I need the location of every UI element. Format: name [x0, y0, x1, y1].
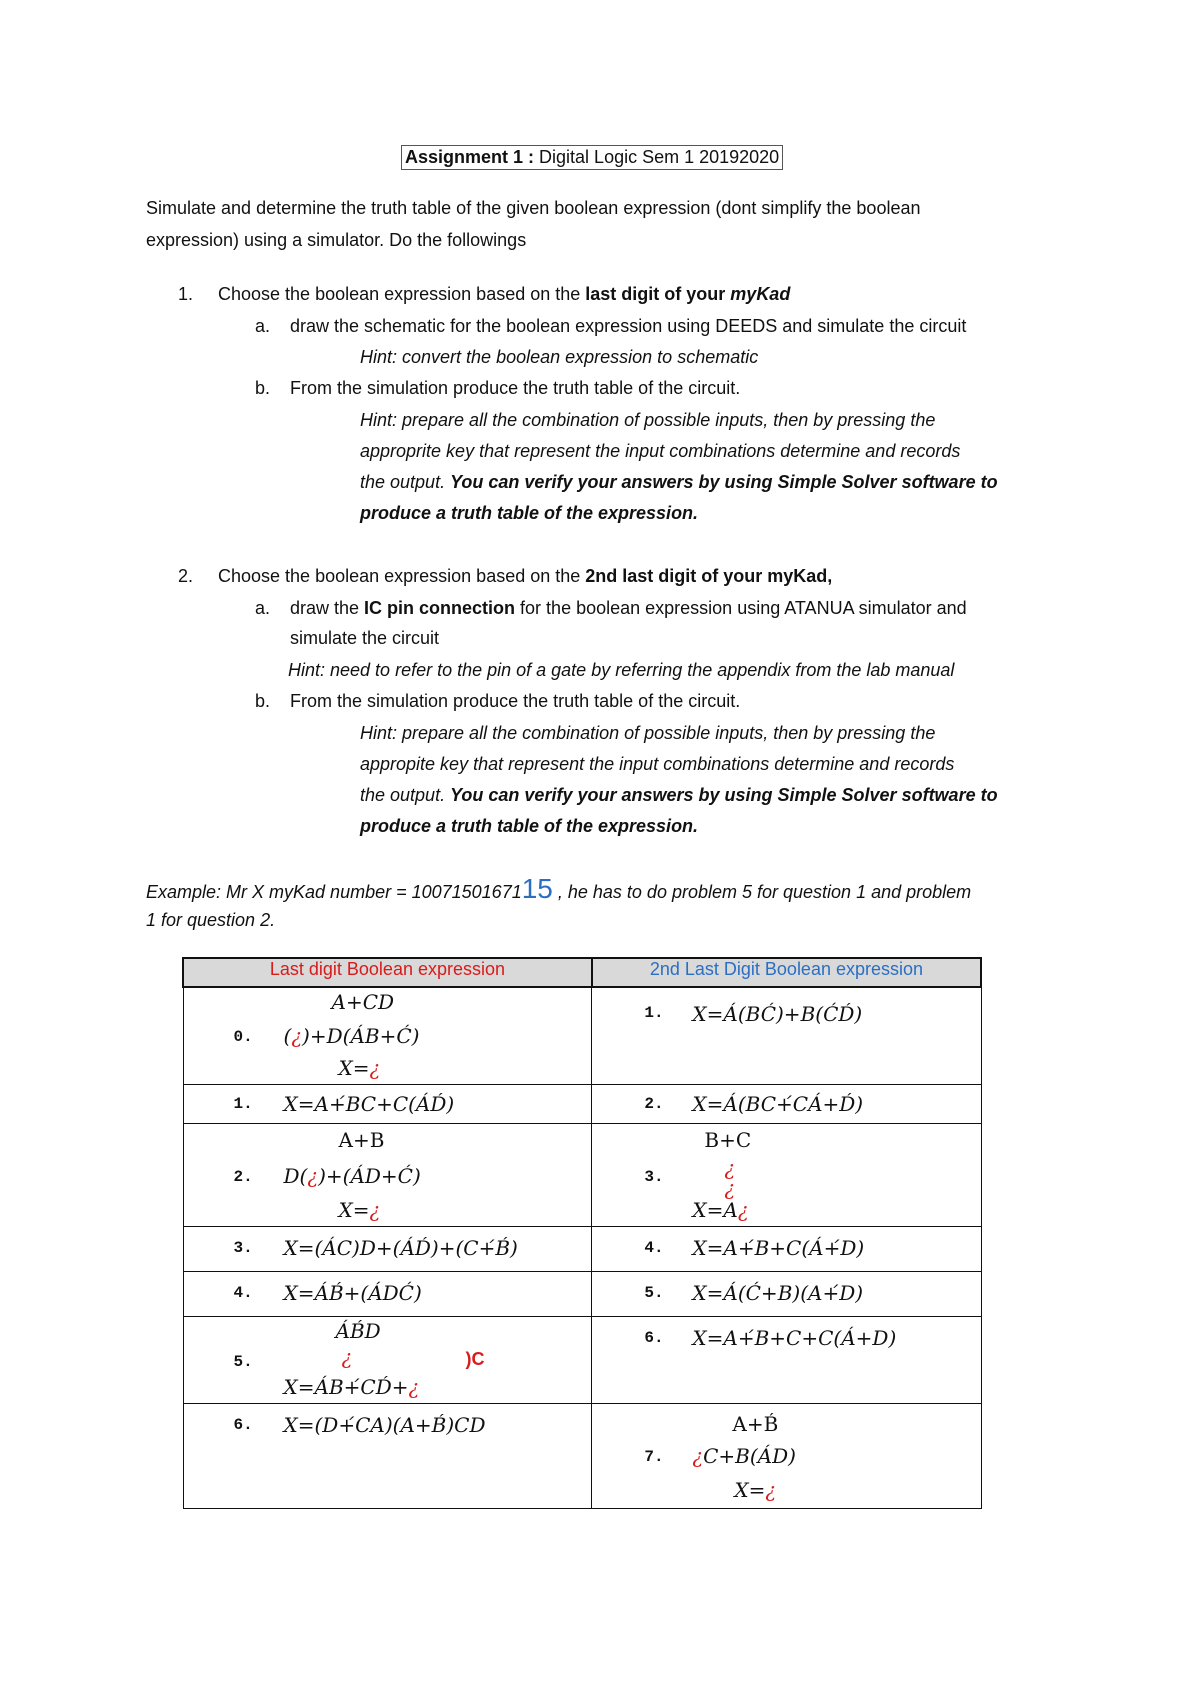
q2-b-hint-1: Hint: prepare all the combination of possible inputs, then by pressing the: [360, 723, 936, 743]
table-row: [183, 1124, 981, 1227]
q2-b-hint-3: the output. You can verify your answers by using Simple Solver software to: [360, 785, 998, 805]
table-header-row: [183, 958, 981, 987]
left-cell-0: 0. A+CD (¿)+D(ÁB+Ć) X=¿: [183, 987, 592, 1085]
right-cell-4: 4. X=A+́B+C(Á+́D): [592, 1227, 981, 1272]
q1-b-hint-3: the output. You can verify your answers by using Simple Solver software to: [360, 472, 998, 492]
q2-number: 2.: [177, 566, 193, 586]
left-cell-5: 5. ÁB́D ¿ )C X=ÁB+́CD́+¿: [183, 1317, 592, 1404]
q1-b-hint-4: produce a truth table of the expression.: [360, 503, 699, 523]
right-cell-5: 5. X=Á(Ć+B)(A+́D): [592, 1272, 981, 1317]
q2-a-text: draw the IC pin connection for the boolean expression using ATANUA simulator and: [290, 598, 967, 618]
left-cell-4: 4. X=ÁB́+(ÁDĆ): [183, 1272, 592, 1317]
header-2nd-last-digit: 2nd Last Digit Boolean expression: [592, 958, 981, 987]
header-last-digit: Last digit Boolean expression: [183, 958, 592, 987]
left-cell-2: 2. A+B D(¿)+(ÁD+Ć) X=¿: [183, 1124, 592, 1227]
q2-b-text: From the simulation produce the truth table of the circuit.: [290, 691, 741, 711]
q1-a-number: a.: [254, 316, 270, 336]
intro-line-1: Simulate and determine the truth table of the given boolean expression (dont simplify the boolean: [146, 198, 921, 218]
q1-a-text: draw the schematic for the boolean expression using DEEDS and simulate the circuit: [290, 316, 967, 336]
q2-a-hint: Hint: need to refer to the pin of a gate by referring the appendix from the lab manual: [288, 660, 955, 680]
q1-text: Choose the boolean expression based on the last digit of your myKad: [218, 284, 791, 304]
right-cell-1: 1. X=Á(BĆ)+B(ĆD́): [592, 987, 981, 1085]
q2-b-number: b.: [254, 691, 270, 711]
table-row: [183, 1404, 981, 1509]
q1-number: 1.: [177, 284, 193, 304]
page-title: [401, 145, 783, 170]
table-row: [183, 987, 981, 1085]
right-cell-6: 6. X=A+́B+C+C(Á+D): [592, 1317, 981, 1404]
right-cell-2: 2. X=Á(BC+́CÁ+D́): [592, 1085, 981, 1124]
left-cell-6: 6. X=(D+́CA)(A+B́)CD: [183, 1404, 592, 1509]
title-box: Assignment 1 : Digital Logic Sem 1 20192020: [401, 145, 783, 170]
example-highlight-digits: 15: [521, 873, 553, 904]
right-cell-7: 7. A+B́ ¿C+B(ÁD) X=¿: [592, 1404, 981, 1509]
q1-b-hint-2: approprite key that represent the input combinations determine and records: [360, 441, 961, 461]
q2-text: Choose the boolean expression based on the 2nd last digit of your myKad,: [218, 566, 833, 586]
q2-a-number: a.: [254, 598, 270, 618]
table-row: [183, 1085, 981, 1124]
q1-a-hint: Hint: convert the boolean expression to schematic: [360, 347, 759, 367]
q2-b-hint-4: produce a truth table of the expression.: [360, 816, 699, 836]
right-cell-3: 3. B+C ¿ ¿ X=A¿: [592, 1124, 981, 1227]
left-cell-1: 1. X=A+́BC+C(ÁD́): [183, 1085, 592, 1124]
intro-line-2: expression) using a simulator. Do the followings: [146, 230, 527, 250]
q2-b-hint-2: appropite key that represent the input combinations determine and records: [360, 754, 955, 774]
table-row: [183, 1227, 981, 1272]
q1-b-number: b.: [254, 378, 270, 398]
q1-b-text: From the simulation produce the truth table of the circuit.: [290, 378, 741, 398]
q1-b-hint-1: Hint: prepare all the combination of possible inputs, then by pressing the: [360, 410, 936, 430]
example-line-2: 1 for question 2.: [146, 910, 276, 930]
q2-a-line-2: simulate the circuit: [290, 628, 440, 648]
table-row: [183, 1317, 981, 1404]
expression-table: [182, 957, 982, 1509]
left-cell-3: 3. X=(ÁC)D+(ÁD́)+(C+́B́): [183, 1227, 592, 1272]
table-row: [183, 1272, 981, 1317]
example-line-1: Example: Mr X myKad number = 1007150167115 , he has to do problem 5 for question 1 and problem: [146, 873, 972, 904]
